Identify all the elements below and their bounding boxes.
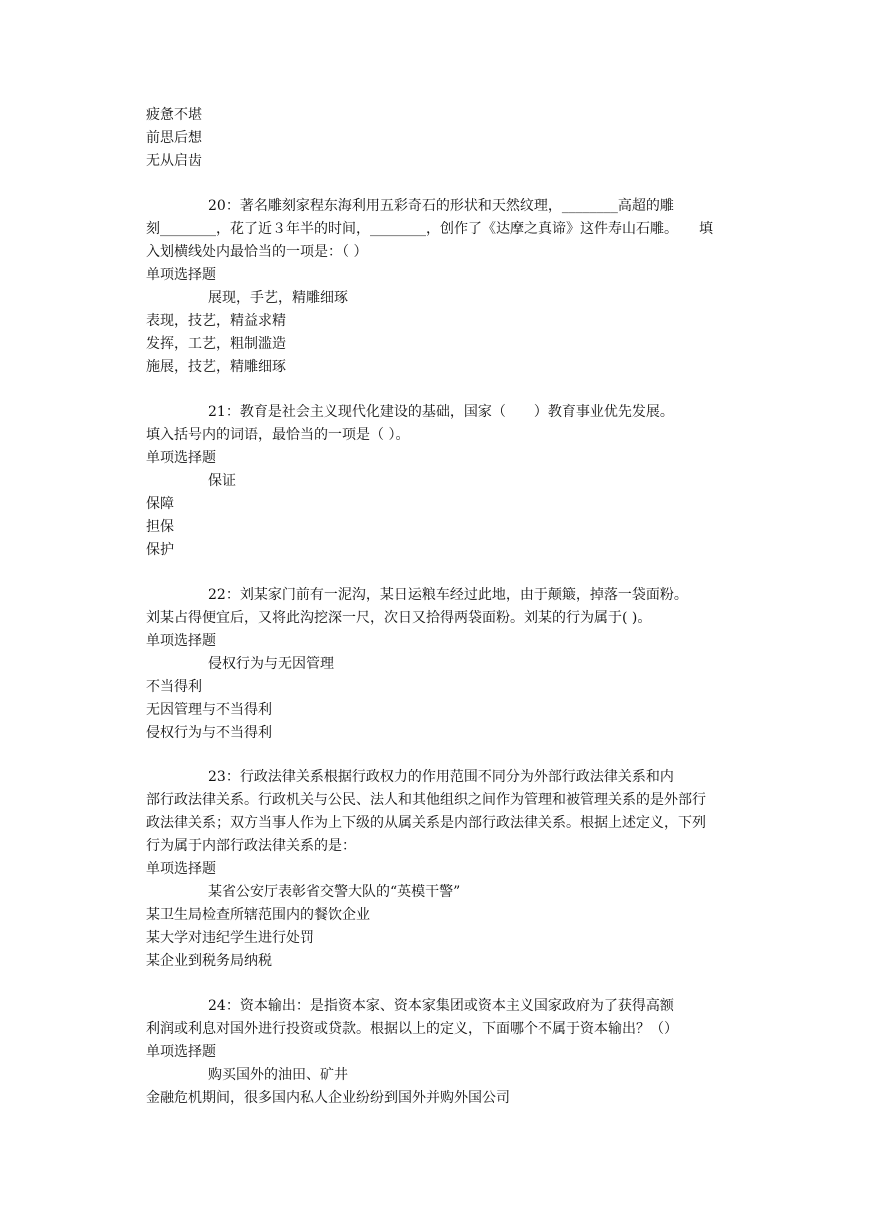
prev-option-3: 无从启齿 [146,153,202,169]
question-stem-line: 22：刘某家门前有一泥沟，某日运粮车经过此地，由于颠簸，掉落一袋面粉。 [208,587,688,603]
option-c: 无因管理与不当得利 [146,702,272,718]
option-b: 表现，技艺，精益求精 [146,313,286,329]
question-stem-line: 填入括号内的词语，最恰当的一项是（ ）。 [146,427,410,443]
option-a: 某省公安厅表彰省交警大队的“英模干警” [208,884,461,900]
question-stem-line: 利润或利息对国外进行投资或贷款。根据以上的定义，下面哪个不属于资本输出？（） [146,1021,678,1037]
option-b: 不当得利 [146,679,202,695]
question-stem-line: 21：教育是社会主义现代化建设的基础，国家（ ）教育事业优先发展。 [208,404,674,420]
question-stem-line: 行为属于内部行政法律关系的是： [146,838,356,854]
option-a: 保证 [208,473,236,489]
prev-option-2: 前思后想 [146,130,202,146]
prev-option-1: 疲惫不堪 [146,107,202,123]
option-d: 施展，技艺，精雕细琢 [146,359,286,375]
option-a: 展现，手艺，精雕细琢 [208,290,348,306]
question-stem-line: 入划横线处内最恰当的一项是：（ ） [146,244,368,260]
option-d: 保护 [146,542,174,558]
question-type-label: 单项选择题 [146,450,216,466]
option-d: 某企业到税务局纳税 [146,953,272,969]
question-stem-line: 政法律关系；双方当事人作为上下级的从属关系是内部行政法律关系。根据上述定义，下列 [146,815,706,831]
question-type-label: 单项选择题 [146,633,216,649]
option-b: 金融危机期间，很多国内私人企业纷纷到国外并购外国公司 [146,1090,510,1106]
option-b: 保障 [146,496,174,512]
option-a: 购买国外的油田、矿井 [208,1067,348,1083]
option-c: 某大学对违纪学生进行处罚 [146,930,314,946]
question-stem-line: 24：资本输出：是指资本家、资本家集团或资本主义国家政府为了获得高额 [208,998,674,1014]
question-stem-line: 20：著名雕刻家程东海利用五彩奇石的形状和天然纹理，________高超的雕 [208,198,674,214]
question-type-label: 单项选择题 [146,861,216,877]
option-a: 侵权行为与无因管理 [208,656,334,672]
question-stem-line: 部行政法律关系。行政机关与公民、法人和其他组织之间作为管理和被管理关系的是外部行 [146,792,706,808]
question-stem-line: 刘某占得便宜后，又将此沟挖深一尺，次日又拾得两袋面粉。刘某的行为属于( )。 [146,610,652,626]
option-d: 侵权行为与不当得利 [146,725,272,741]
question-type-label: 单项选择题 [146,1044,216,1060]
question-stem-line: 刻________，花了近３年半的时间，________，创作了《达摩之真谛》这件寿山石雕。 填 [146,221,713,237]
question-stem-line: 23：行政法律关系根据行政权力的作用范围不同分为外部行政法律关系和内 [208,769,674,785]
option-b: 某卫生局检查所辖范围内的餐饮企业 [146,907,370,923]
question-type-label: 单项选择题 [146,267,216,283]
option-c: 担保 [146,519,174,535]
option-c: 发挥，工艺，粗制滥造 [146,336,286,352]
